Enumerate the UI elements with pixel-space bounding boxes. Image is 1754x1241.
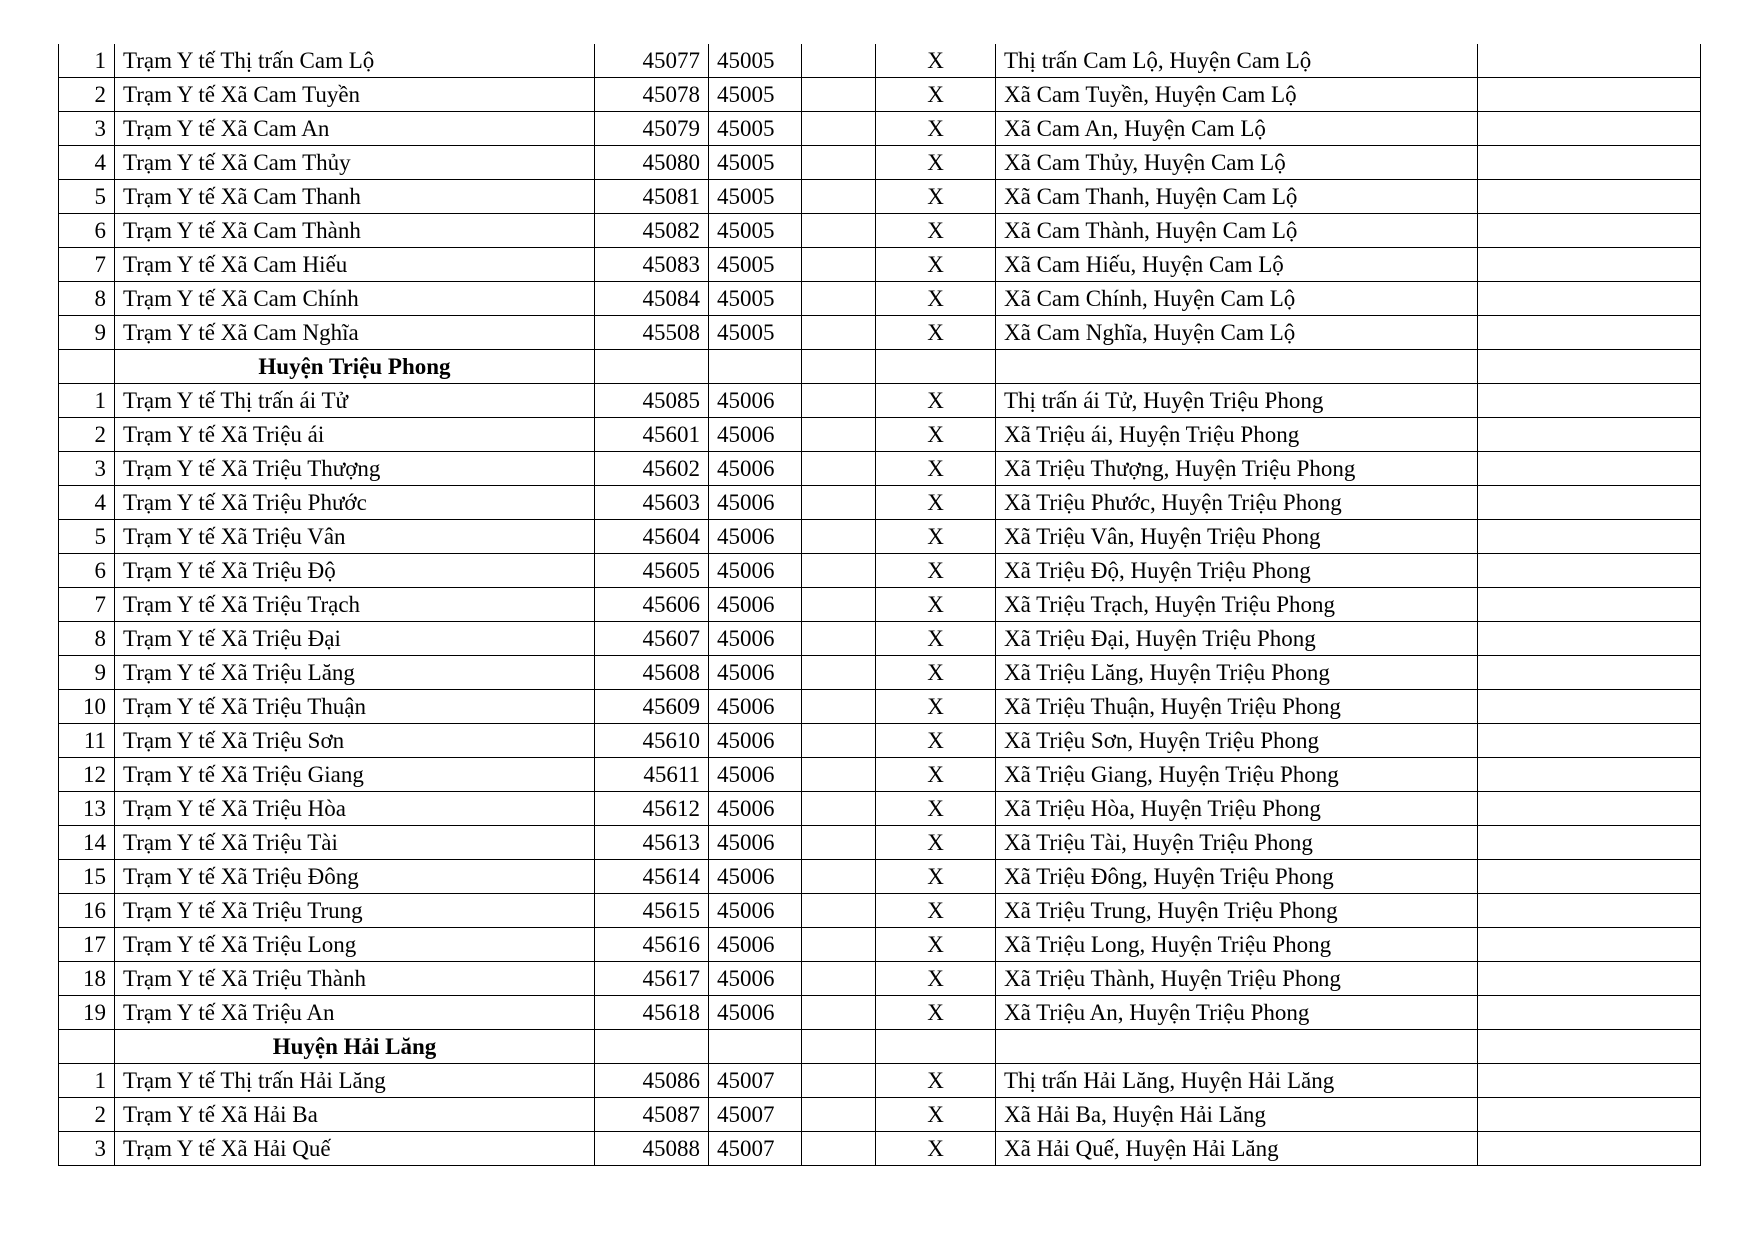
table-row [59,996,1701,1030]
station-name-cell: Trạm Y tế Xã Cam Thủy [115,146,595,180]
parent-code-cell: 45006 [709,486,802,520]
mark-cell: X [876,826,996,860]
address-cell: Xã Cam Thành, Huyện Cam Lộ [996,214,1478,248]
address-cell: Thị trấn Hải Lăng, Huyện Hải Lăng [996,1064,1478,1098]
stt-cell: 2 [59,78,115,112]
station-code-cell: 45604 [595,520,709,554]
blank-cell [802,1064,876,1098]
address-cell: Xã Cam Chính, Huyện Cam Lộ [996,282,1478,316]
table-row [59,554,1701,588]
mark-cell: X [876,78,996,112]
parent-code-cell: 45006 [709,554,802,588]
blank-cell [802,282,876,316]
note-cell [1478,962,1701,996]
mark-cell: X [876,894,996,928]
address-cell: Xã Triệu Giang, Huyện Triệu Phong [996,758,1478,792]
stt-cell: 13 [59,792,115,826]
address-cell: Xã Triệu Vân, Huyện Triệu Phong [996,520,1478,554]
blank-cell [802,826,876,860]
address-cell: Xã Triệu Đại, Huyện Triệu Phong [996,622,1478,656]
note-cell [1478,1098,1701,1132]
station-code-cell: 45612 [595,792,709,826]
note-cell [1478,656,1701,690]
blank-cell [802,180,876,214]
parent-code-cell: 45007 [709,1132,802,1166]
blank-cell [802,248,876,282]
station-code-cell: 45085 [595,384,709,418]
mark-cell: X [876,214,996,248]
note-cell [1478,282,1701,316]
note-cell [1478,146,1701,180]
note-cell [1478,554,1701,588]
station-name-cell: Trạm Y tế Xã Triệu Giang [115,758,595,792]
stt-cell: 18 [59,962,115,996]
mark-cell: X [876,146,996,180]
stt-cell [59,350,115,384]
mark-cell: X [876,282,996,316]
station-code-cell: 45611 [595,758,709,792]
note-cell [1478,384,1701,418]
note-cell [1478,316,1701,350]
station-name-cell: Trạm Y tế Xã Cam Chính [115,282,595,316]
blank-cell [802,1098,876,1132]
table-row [59,622,1701,656]
station-code-cell: 45603 [595,486,709,520]
station-name-cell: Trạm Y tế Thị trấn Hải Lăng [115,1064,595,1098]
stt-cell: 3 [59,452,115,486]
station-name-cell: Trạm Y tế Xã Cam Thanh [115,180,595,214]
address-cell: Xã Cam Thủy, Huyện Cam Lộ [996,146,1478,180]
mark-cell: X [876,1132,996,1166]
stt-cell: 8 [59,282,115,316]
health-station-table [58,44,1701,1166]
blank-cell [802,350,876,384]
station-name-cell: Trạm Y tế Thị trấn ái Tử [115,384,595,418]
station-name-cell: Trạm Y tế Xã Triệu Trạch [115,588,595,622]
station-name-cell: Trạm Y tế Xã Triệu ái [115,418,595,452]
station-name-cell: Trạm Y tế Xã Triệu Phước [115,486,595,520]
stt-cell: 5 [59,520,115,554]
station-name-cell: Trạm Y tế Xã Triệu Đông [115,860,595,894]
blank-cell [802,690,876,724]
table-row [59,418,1701,452]
parent-code-cell: 45006 [709,724,802,758]
parent-code-cell: 45006 [709,826,802,860]
blank-cell [802,146,876,180]
table-body [59,44,1701,1166]
parent-code-cell: 45006 [709,962,802,996]
parent-code-cell: 45005 [709,146,802,180]
blank-cell [802,792,876,826]
parent-code-cell: 45005 [709,44,802,78]
station-code-cell: 45608 [595,656,709,690]
blank-cell [802,622,876,656]
station-code-cell: 45079 [595,112,709,146]
blank-cell [802,1132,876,1166]
mark-cell: X [876,180,996,214]
parent-code-cell: 45005 [709,248,802,282]
table-row [59,282,1701,316]
note-cell [1478,214,1701,248]
stt-cell: 16 [59,894,115,928]
station-code-cell: 45618 [595,996,709,1030]
stt-cell: 6 [59,554,115,588]
mark-cell: X [876,112,996,146]
mark-cell: X [876,758,996,792]
address-cell: Xã Triệu Trung, Huyện Triệu Phong [996,894,1478,928]
station-name-cell: Trạm Y tế Xã Triệu Hòa [115,792,595,826]
parent-code-cell: 45006 [709,384,802,418]
station-name-cell: Trạm Y tế Xã Triệu Vân [115,520,595,554]
station-code-cell: 45084 [595,282,709,316]
address-cell: Thị trấn Cam Lộ, Huyện Cam Lộ [996,44,1478,78]
table-row [59,112,1701,146]
blank-cell [802,112,876,146]
note-cell [1478,78,1701,112]
table-row [59,44,1701,78]
stt-cell: 7 [59,248,115,282]
stt-cell: 1 [59,44,115,78]
mark-cell: X [876,486,996,520]
address-cell: Xã Hải Quế, Huyện Hải Lăng [996,1132,1478,1166]
mark-cell: X [876,554,996,588]
parent-code-cell: 45006 [709,690,802,724]
address-cell: Xã Triệu Long, Huyện Triệu Phong [996,928,1478,962]
mark-cell: X [876,724,996,758]
blank-cell [802,384,876,418]
table-row [59,860,1701,894]
table-row [59,656,1701,690]
note-cell [1478,826,1701,860]
station-code-cell: 45088 [595,1132,709,1166]
station-code-cell: 45082 [595,214,709,248]
address-cell [996,1030,1478,1064]
address-cell: Xã Triệu An, Huyện Triệu Phong [996,996,1478,1030]
note-cell [1478,996,1701,1030]
mark-cell: X [876,1064,996,1098]
mark-cell [876,350,996,384]
table-row [59,826,1701,860]
table-row [59,214,1701,248]
station-code-cell: 45605 [595,554,709,588]
blank-cell [802,724,876,758]
address-cell: Xã Hải Ba, Huyện Hải Lăng [996,1098,1478,1132]
blank-cell [802,894,876,928]
mark-cell: X [876,44,996,78]
blank-cell [802,1030,876,1064]
table-row [59,452,1701,486]
address-cell [996,350,1478,384]
table-row [59,78,1701,112]
station-code-cell: 45606 [595,588,709,622]
note-cell [1478,928,1701,962]
blank-cell [802,758,876,792]
blank-cell [802,486,876,520]
parent-code-cell: 45007 [709,1064,802,1098]
table-row [59,384,1701,418]
address-cell: Xã Cam Nghĩa, Huyện Cam Lộ [996,316,1478,350]
group-header-row [59,350,1701,384]
note-cell [1478,520,1701,554]
table-row [59,962,1701,996]
group-header-row [59,1030,1701,1064]
station-code-cell: 45610 [595,724,709,758]
table-row [59,1064,1701,1098]
blank-cell [802,214,876,248]
note-cell [1478,860,1701,894]
mark-cell: X [876,928,996,962]
address-cell: Xã Cam Tuyền, Huyện Cam Lộ [996,78,1478,112]
note-cell [1478,350,1701,384]
parent-code-cell: 45006 [709,656,802,690]
parent-code-cell: 45006 [709,452,802,486]
station-name-cell: Trạm Y tế Xã Triệu Trung [115,894,595,928]
stt-cell: 10 [59,690,115,724]
parent-code-cell: 45006 [709,928,802,962]
station-code-cell: 45615 [595,894,709,928]
stt-cell: 4 [59,146,115,180]
note-cell [1478,180,1701,214]
address-cell: Xã Triệu ái, Huyện Triệu Phong [996,418,1478,452]
station-name-cell: Trạm Y tế Xã Triệu Tài [115,826,595,860]
blank-cell [802,316,876,350]
station-name-cell: Trạm Y tế Xã Triệu Sơn [115,724,595,758]
address-cell: Xã Cam An, Huyện Cam Lộ [996,112,1478,146]
blank-cell [802,554,876,588]
stt-cell: 1 [59,384,115,418]
station-code-cell: 45616 [595,928,709,962]
mark-cell: X [876,248,996,282]
note-cell [1478,1132,1701,1166]
station-code-cell: 45617 [595,962,709,996]
address-cell: Xã Triệu Sơn, Huyện Triệu Phong [996,724,1478,758]
station-name-cell: Trạm Y tế Xã Cam Tuyền [115,78,595,112]
mark-cell: X [876,656,996,690]
blank-cell [802,588,876,622]
blank-cell [802,452,876,486]
note-cell [1478,248,1701,282]
table-row [59,792,1701,826]
table-row [59,1132,1701,1166]
address-cell: Xã Triệu Thượng, Huyện Triệu Phong [996,452,1478,486]
parent-code-cell [709,350,802,384]
stt-cell: 12 [59,758,115,792]
parent-code-cell [709,1030,802,1064]
station-name-cell: Trạm Y tế Xã Triệu Thành [115,962,595,996]
mark-cell: X [876,690,996,724]
blank-cell [802,928,876,962]
table-row [59,146,1701,180]
parent-code-cell: 45006 [709,894,802,928]
parent-code-cell: 45006 [709,622,802,656]
station-name-cell: Trạm Y tế Xã Triệu Long [115,928,595,962]
station-code-cell: 45087 [595,1098,709,1132]
station-name-cell: Trạm Y tế Xã Triệu Lăng [115,656,595,690]
parent-code-cell: 45006 [709,418,802,452]
parent-code-cell: 45006 [709,996,802,1030]
mark-cell: X [876,520,996,554]
note-cell [1478,792,1701,826]
station-name-cell: Trạm Y tế Xã Hải Ba [115,1098,595,1132]
note-cell [1478,690,1701,724]
blank-cell [802,656,876,690]
stt-cell: 15 [59,860,115,894]
stt-cell: 9 [59,656,115,690]
address-cell: Xã Cam Thanh, Huyện Cam Lộ [996,180,1478,214]
station-code-cell: 45609 [595,690,709,724]
station-name-cell: Trạm Y tế Xã Triệu Thượng [115,452,595,486]
stt-cell: 14 [59,826,115,860]
blank-cell [802,996,876,1030]
table-row [59,928,1701,962]
note-cell [1478,112,1701,146]
blank-cell [802,78,876,112]
table-row [59,180,1701,214]
station-name-cell: Trạm Y tế Xã Triệu Thuận [115,690,595,724]
parent-code-cell: 45005 [709,112,802,146]
parent-code-cell: 45005 [709,214,802,248]
group-title: Huyện Hải Lăng [115,1030,595,1064]
address-cell: Xã Cam Hiếu, Huyện Cam Lộ [996,248,1478,282]
table-row [59,588,1701,622]
address-cell: Xã Triệu Phước, Huyện Triệu Phong [996,486,1478,520]
mark-cell: X [876,962,996,996]
station-code-cell: 45613 [595,826,709,860]
station-name-cell: Trạm Y tế Xã Triệu Độ [115,554,595,588]
stt-cell: 3 [59,112,115,146]
parent-code-cell: 45005 [709,78,802,112]
blank-cell [802,44,876,78]
mark-cell: X [876,860,996,894]
note-cell [1478,588,1701,622]
station-code-cell: 45602 [595,452,709,486]
parent-code-cell: 45005 [709,180,802,214]
stt-cell: 5 [59,180,115,214]
station-code-cell: 45086 [595,1064,709,1098]
stt-cell: 17 [59,928,115,962]
station-code-cell: 45077 [595,44,709,78]
station-code-cell: 45607 [595,622,709,656]
code-cell [595,1030,709,1064]
note-cell [1478,894,1701,928]
note-cell [1478,1064,1701,1098]
parent-code-cell: 45006 [709,588,802,622]
address-cell: Xã Triệu Thành, Huyện Triệu Phong [996,962,1478,996]
note-cell [1478,44,1701,78]
mark-cell: X [876,418,996,452]
table-row [59,520,1701,554]
stt-cell: 2 [59,1098,115,1132]
stt-cell: 9 [59,316,115,350]
mark-cell: X [876,588,996,622]
group-title: Huyện Triệu Phong [115,350,595,384]
station-name-cell: Trạm Y tế Xã Cam Hiếu [115,248,595,282]
mark-cell: X [876,1098,996,1132]
stt-cell: 1 [59,1064,115,1098]
code-cell [595,350,709,384]
mark-cell [876,1030,996,1064]
parent-code-cell: 45006 [709,792,802,826]
address-cell: Xã Triệu Tài, Huyện Triệu Phong [996,826,1478,860]
address-cell: Xã Triệu Lăng, Huyện Triệu Phong [996,656,1478,690]
station-code-cell: 45081 [595,180,709,214]
mark-cell: X [876,622,996,656]
stt-cell: 6 [59,214,115,248]
note-cell [1478,418,1701,452]
note-cell [1478,622,1701,656]
parent-code-cell: 45005 [709,316,802,350]
table-row [59,1098,1701,1132]
station-name-cell: Trạm Y tế Xã Cam An [115,112,595,146]
station-name-cell: Trạm Y tế Xã Hải Quế [115,1132,595,1166]
table-row [59,724,1701,758]
station-code-cell: 45080 [595,146,709,180]
station-code-cell: 45601 [595,418,709,452]
mark-cell: X [876,452,996,486]
blank-cell [802,418,876,452]
station-code-cell: 45508 [595,316,709,350]
stt-cell: 11 [59,724,115,758]
station-name-cell: Trạm Y tế Xã Triệu Đại [115,622,595,656]
stt-cell: 8 [59,622,115,656]
stt-cell: 4 [59,486,115,520]
address-cell: Xã Triệu Đông, Huyện Triệu Phong [996,860,1478,894]
note-cell [1478,1030,1701,1064]
stt-cell: 2 [59,418,115,452]
station-name-cell: Trạm Y tế Thị trấn Cam Lộ [115,44,595,78]
note-cell [1478,452,1701,486]
station-code-cell: 45083 [595,248,709,282]
blank-cell [802,520,876,554]
table-row [59,316,1701,350]
station-name-cell: Trạm Y tế Xã Cam Thành [115,214,595,248]
station-code-cell: 45614 [595,860,709,894]
address-cell: Thị trấn ái Tử, Huyện Triệu Phong [996,384,1478,418]
stt-cell [59,1030,115,1064]
parent-code-cell: 45006 [709,520,802,554]
station-name-cell: Trạm Y tế Xã Triệu An [115,996,595,1030]
mark-cell: X [876,384,996,418]
address-cell: Xã Triệu Trạch, Huyện Triệu Phong [996,588,1478,622]
table-row [59,690,1701,724]
table-row [59,486,1701,520]
stt-cell: 19 [59,996,115,1030]
note-cell [1478,758,1701,792]
mark-cell: X [876,996,996,1030]
note-cell [1478,724,1701,758]
address-cell: Xã Triệu Độ, Huyện Triệu Phong [996,554,1478,588]
table-row [59,248,1701,282]
parent-code-cell: 45007 [709,1098,802,1132]
address-cell: Xã Triệu Hòa, Huyện Triệu Phong [996,792,1478,826]
blank-cell [802,962,876,996]
table-row [59,758,1701,792]
mark-cell: X [876,792,996,826]
station-name-cell: Trạm Y tế Xã Cam Nghĩa [115,316,595,350]
address-cell: Xã Triệu Thuận, Huyện Triệu Phong [996,690,1478,724]
blank-cell [802,860,876,894]
note-cell [1478,486,1701,520]
stt-cell: 3 [59,1132,115,1166]
stt-cell: 7 [59,588,115,622]
table-row [59,894,1701,928]
parent-code-cell: 45006 [709,860,802,894]
parent-code-cell: 45006 [709,758,802,792]
parent-code-cell: 45005 [709,282,802,316]
mark-cell: X [876,316,996,350]
station-code-cell: 45078 [595,78,709,112]
